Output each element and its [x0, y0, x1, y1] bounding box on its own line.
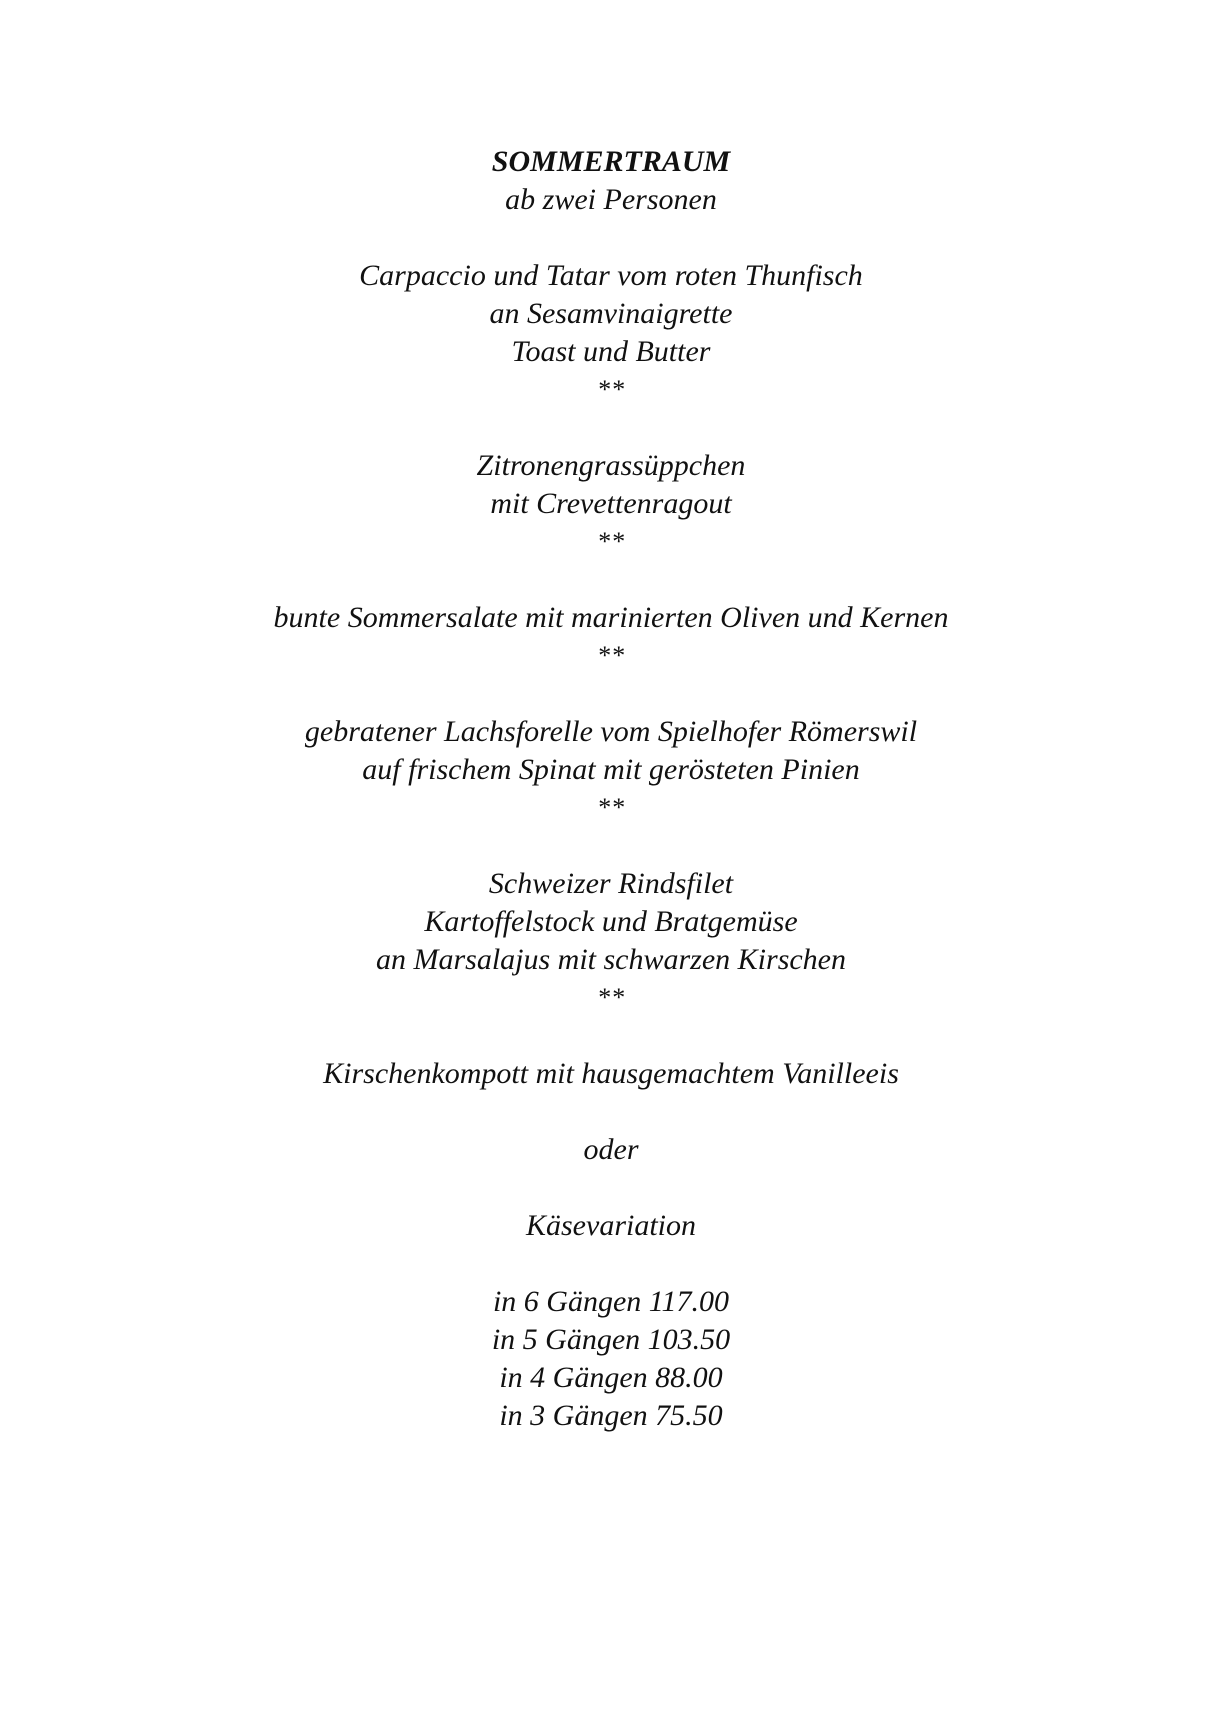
course-6-line-1: Kirschenkompott mit hausgemachtem Vanilleeis	[323, 1057, 899, 1090]
course-separator: **	[597, 983, 625, 1012]
price-4-courses: in 4 Gängen 88.00	[499, 1361, 723, 1394]
menu-subtitle: ab zwei Personen	[505, 183, 717, 216]
spacer	[0, 1245, 1222, 1283]
course-4-line-2: auf frischem Spinat mit gerösteten Pinien	[362, 753, 860, 786]
spacer	[0, 409, 1222, 447]
course-separator: **	[597, 375, 625, 404]
spacer	[0, 1169, 1222, 1207]
course-1-line-1: Carpaccio und Tatar vom roten Thunfisch	[359, 259, 863, 292]
menu-title: SOMMERTRAUM	[491, 145, 731, 178]
course-5-line-1: Schweizer Rindsfilet	[488, 867, 734, 900]
price-5-courses: in 5 Gängen 103.50	[491, 1323, 731, 1356]
spacer	[0, 675, 1222, 713]
course-1-line-2: an Sesamvinaigrette	[489, 297, 733, 330]
course-2-line-1: Zitronengrassüppchen	[476, 449, 746, 482]
spacer	[0, 827, 1222, 865]
menu-content	[0, 143, 1222, 1435]
spacer	[0, 1093, 1222, 1131]
course-4-line-1: gebratener Lachsforelle vom Spielhofer Römerswil	[304, 715, 918, 748]
course-3-line-1: bunte Sommersalate mit marinierten Oliven und Kernen	[273, 601, 949, 634]
course-1-line-3: Toast und Butter	[511, 335, 711, 368]
course-separator: **	[597, 793, 625, 822]
spacer	[0, 1017, 1222, 1055]
course-5-line-2: Kartoffelstock und Bratgemüse	[424, 905, 798, 938]
spacer	[0, 561, 1222, 599]
course-6-alt-line-1: Käsevariation	[526, 1209, 696, 1242]
price-6-courses: in 6 Gängen 117.00	[492, 1285, 730, 1318]
price-3-courses: in 3 Gängen 75.50	[499, 1399, 723, 1432]
or-label: oder	[583, 1133, 639, 1166]
course-5-line-3: an Marsalajus mit schwarzen Kirschen	[375, 943, 846, 976]
course-separator: **	[597, 527, 625, 556]
course-2-line-2: mit Crevettenragout	[490, 487, 732, 520]
spacer	[0, 219, 1222, 257]
course-separator: **	[597, 641, 625, 670]
